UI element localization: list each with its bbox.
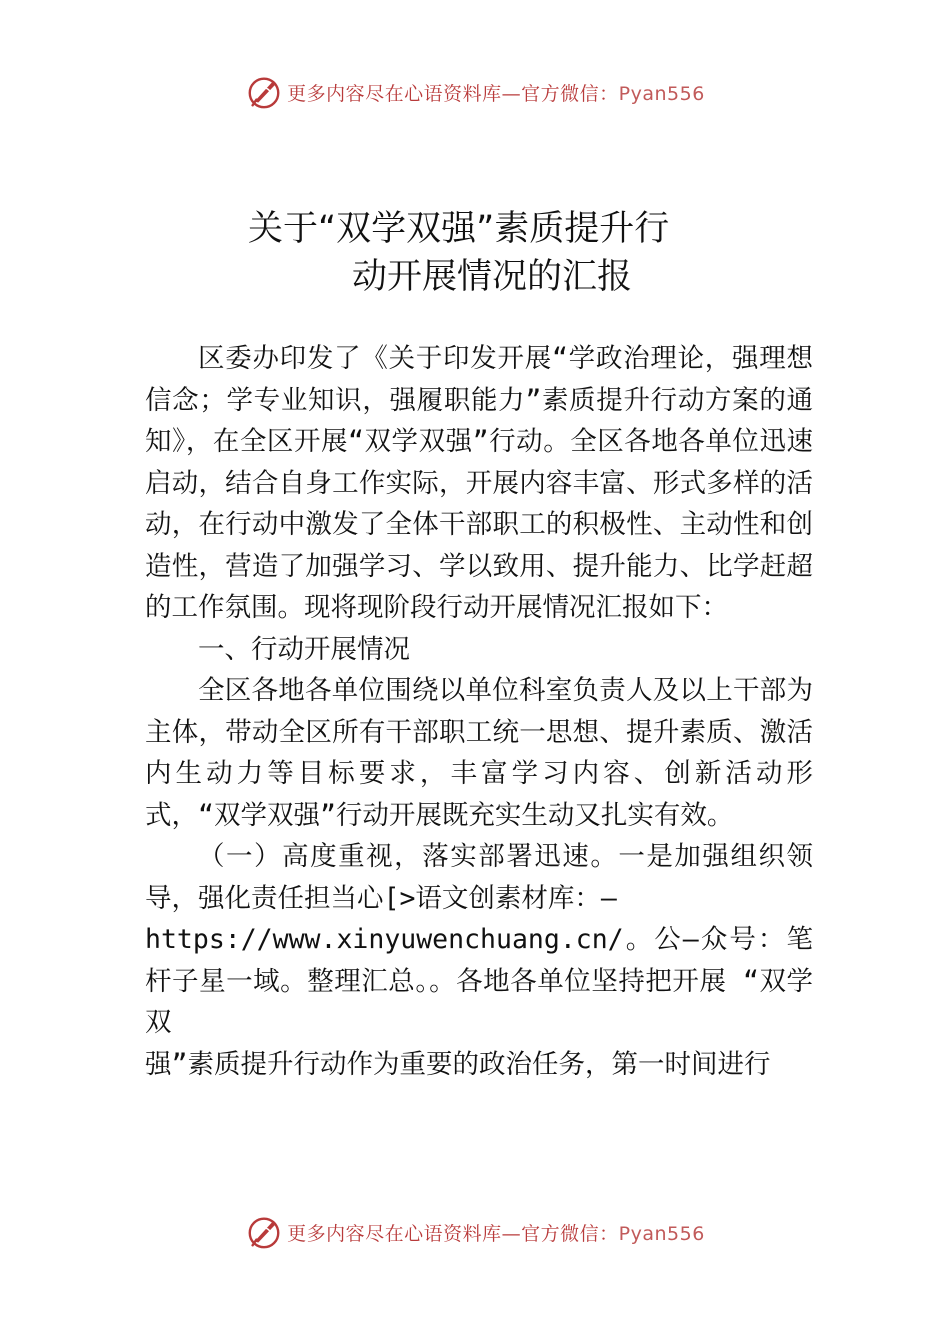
paragraph-subsection: （一）高度重视，落实部署迅速。一是加强组织领导，强化责任担当心[>语文创素材库：— — [145, 841, 813, 914]
banner-text — [287, 79, 705, 106]
paragraph-overview: 全区各地各单位围绕以单位科室负责人及以上干部为主体，带动全区所有干部职工统一思想、提升素质、激活内生动力等目标要求，丰富学习内容、创新活动形式，“双学双强”行动开展既充实生动又扎实有效。 — [145, 675, 813, 831]
section-heading: 一、行动开展情况 — [198, 633, 410, 665]
banner-label: 更多内容尽在心语资料库—官方微信： — [287, 82, 619, 105]
quill-circle-logo-icon — [245, 1213, 283, 1251]
banner-text — [287, 1219, 705, 1246]
quill-circle-logo-icon — [245, 73, 283, 111]
header-banner — [0, 70, 950, 114]
title-line-1: 关于“双学双强”素质提升行 — [248, 209, 670, 249]
document-body — [145, 338, 813, 1085]
banner-contact: Pyan556 — [618, 82, 705, 105]
paragraph-continued: https://www.xinyuwenchuang.cn/。公—众号：笔杆子星一域。整理汇总。。各地各单位坚持把开展 “双学双 — [145, 924, 813, 1038]
paragraph-intro: 区委办印发了《关于印发开展“学政治理论，强理想信念；学专业知识，强履职能力”素质提升行动方案的通知》，在全区开展“双学双强”行动。全区各地各单位迅速启动，结合自身工作实际，开展内容丰富、形式多样的活动，在行动中激发了全体干部职工的积极性、主动性和创造性，营造了加强学习、学以致用、提升能力、比学赶超的工作氛围。现将现阶段行动开展情况汇报如下： — [145, 343, 813, 623]
banner-contact: Pyan556 — [618, 1222, 705, 1245]
banner-label: 更多内容尽在心语资料库—官方微信： — [287, 1222, 619, 1245]
footer-banner — [0, 1210, 950, 1254]
title-line-2: 动开展情况的汇报 — [352, 257, 633, 297]
paragraph-last-line: 强”素质提升行动作为重要的政治任务，第一时间进行 — [145, 1048, 771, 1080]
